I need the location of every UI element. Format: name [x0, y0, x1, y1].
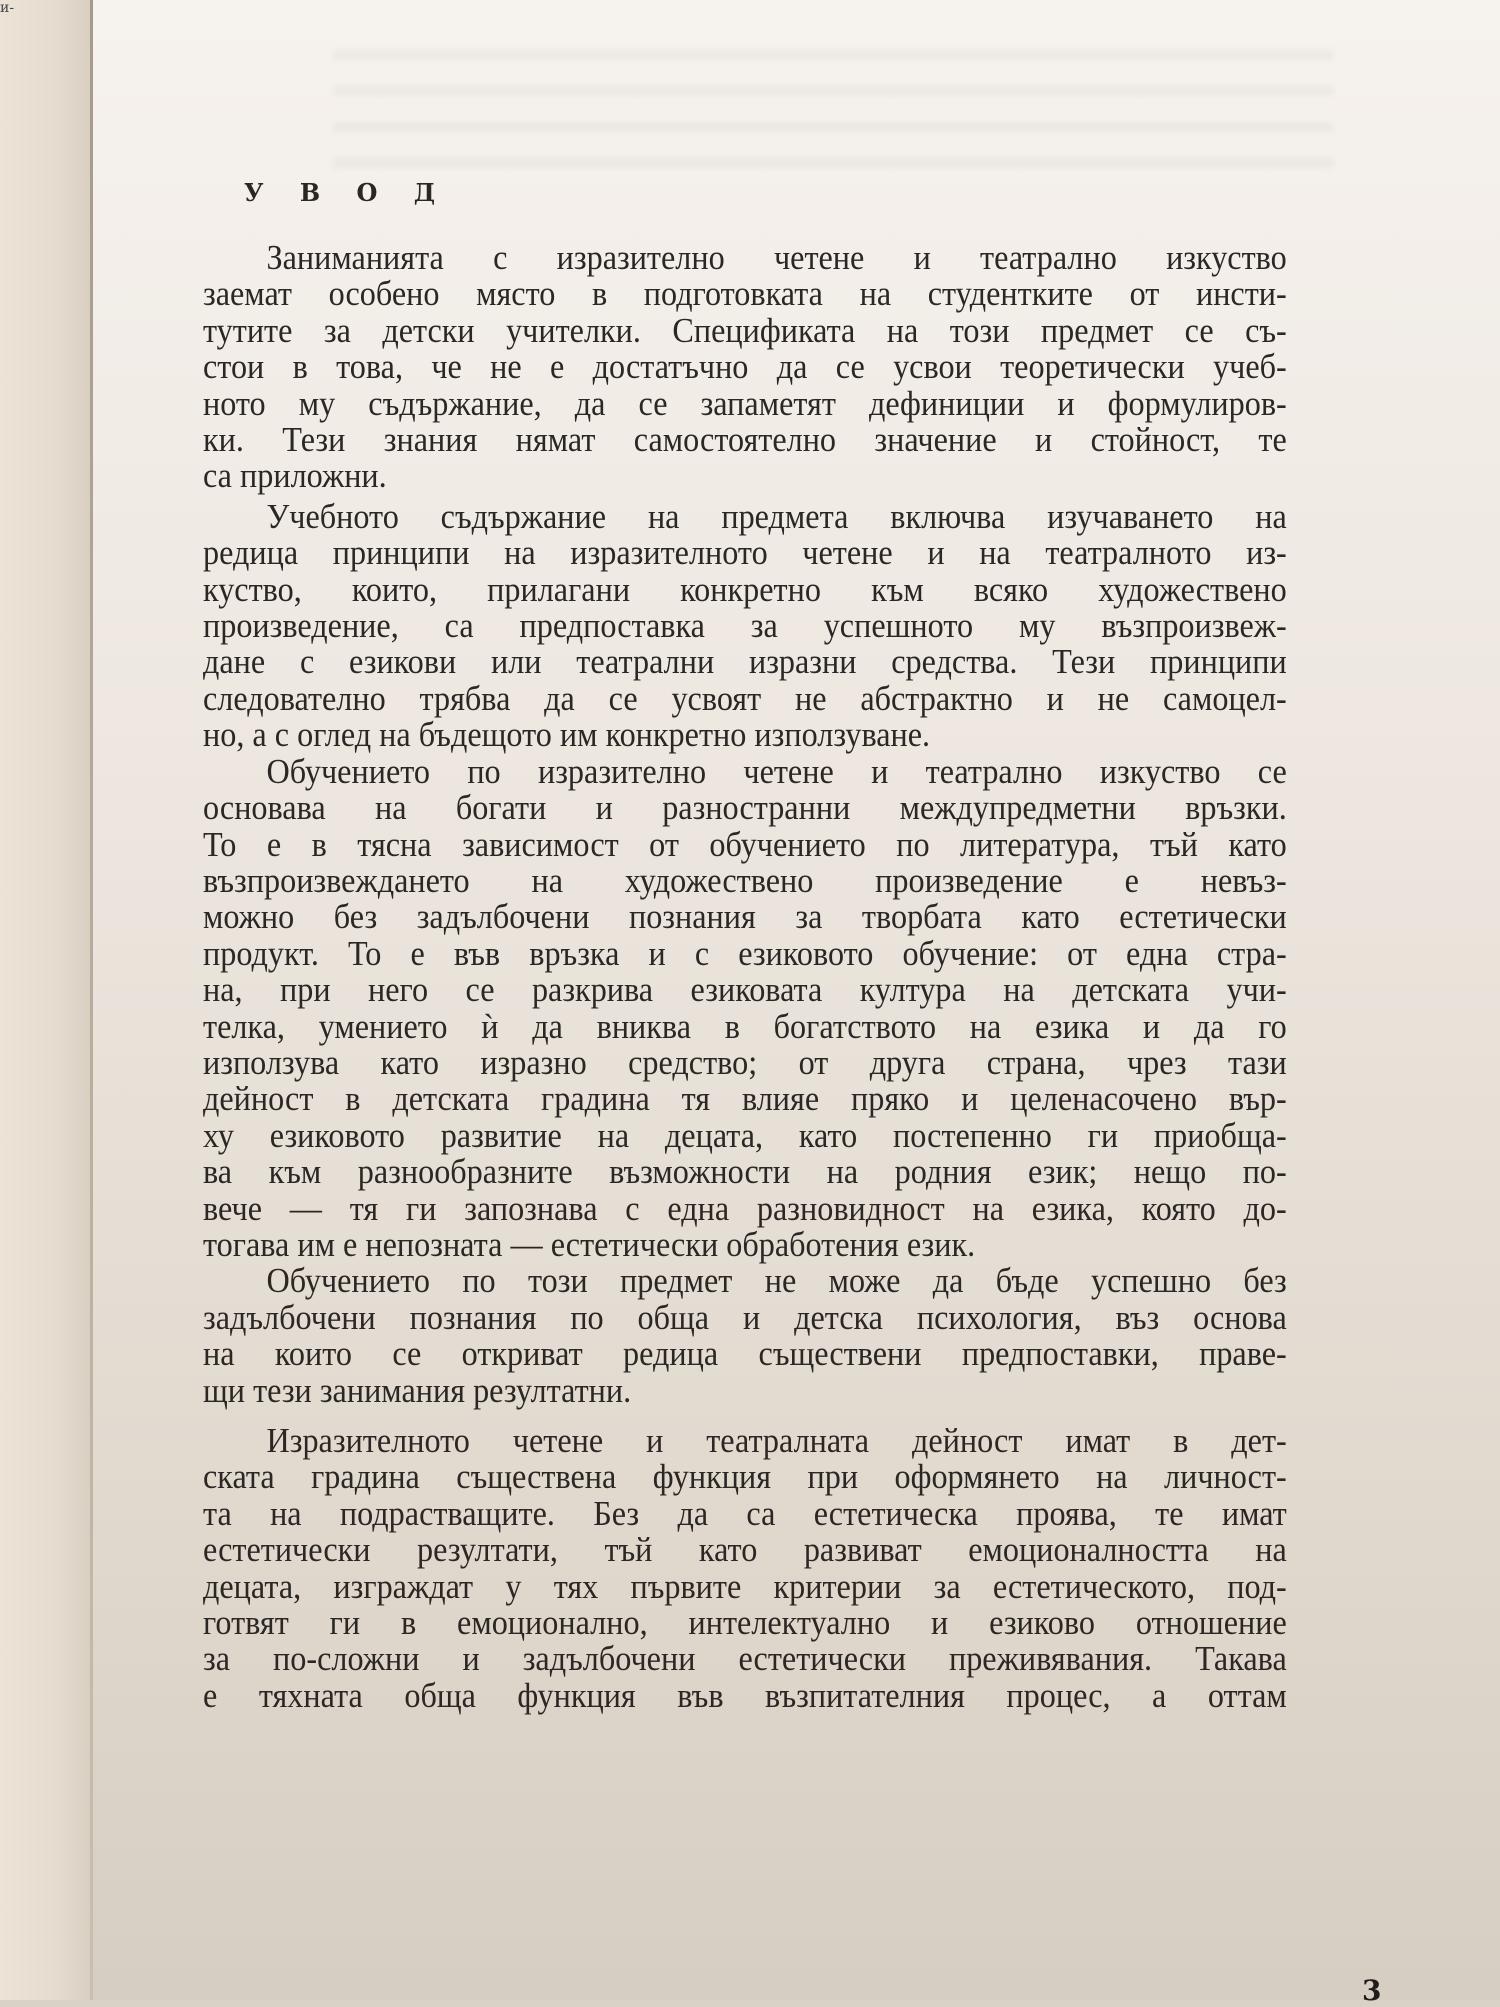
text-line: основава на богати и разностранни междупредметни връзки.: [203, 788, 1287, 828]
chapter-heading: У В О Д: [244, 178, 450, 207]
text-line: дане с езикови или театрални изразни средства. Тези принципи: [203, 642, 1287, 682]
text-line: заемат особено място в подготовката на студентките от инсти-: [203, 274, 1287, 314]
body-text: [203, 240, 1287, 1714]
text-line: стои в това, че не е достатъчно да се усвои теоретически учеб-: [203, 347, 1287, 387]
previous-page-edge: [0, 0, 92, 2000]
text-line: ва към разнообразните възможности на родния език; нещо по-: [203, 1152, 1287, 1192]
bleed-through-text: [333, 50, 1333, 170]
text-line: Изразителното четене и театралната дейност имат в дет-: [266, 1421, 1287, 1460]
text-line: използува като изразно средство; от друга страна, чрез тази: [203, 1042, 1287, 1082]
text-line: куство, които, прилагани конкретно към всяко художествено: [203, 569, 1287, 609]
text-line: за по-сложни и задълбочени естетически преживявания. Такава: [203, 1639, 1287, 1679]
text-line: ската градина съществена функция при оформянето на личност-: [203, 1457, 1287, 1497]
text-line: произведение, са предпоставка за успешното му възпроизвеж-: [203, 606, 1287, 646]
text-line: тутите за детски учителки. Спецификата на този предмет се съ-: [203, 310, 1287, 350]
page-number: 3: [1362, 1974, 1382, 2007]
text-line: на които се откриват редица съществени предпоставки, праве-: [203, 1334, 1287, 1374]
text-line: ху езиковото развитие на децата, като постепенно ги приобща-: [203, 1115, 1287, 1155]
text-line: на, при него се разкрива езиковата култура на детската учи-: [203, 970, 1287, 1010]
text-line: Учебното съдържание на предмета включва изучаването на: [266, 496, 1287, 536]
text-line: дейност в детската градина тя влияе пряко и целенасочено вър-: [203, 1079, 1287, 1119]
previous-page-text-fragment: и-: [0, 0, 15, 16]
text-line: следователно трябва да се усвоят не абстрактно и не самоцел-: [203, 678, 1287, 718]
text-line: продукт. То е във връзка и с езиковото обучение: от една стра-: [203, 933, 1287, 973]
text-line: децата, изграждат у тях първите критерии за естетическото, под-: [203, 1566, 1287, 1606]
text-line: щи тези занимания резултатни.: [203, 1370, 632, 1410]
text-line: тогава им е непозната — естетически обработения език.: [203, 1224, 976, 1264]
text-line: са приложни.: [203, 456, 387, 496]
text-line: та на подрастващите. Без да са естетическа проява, те имат: [203, 1493, 1287, 1533]
text-line: редица принципи на изразителното четене и на театралното из-: [203, 533, 1287, 573]
text-line: задълбочени познания по обща и детска психология, въз основа: [203, 1297, 1287, 1337]
text-line: естетически резултати, тъй като развиват емоционалността на: [203, 1530, 1287, 1570]
text-line: Обучението по изразително четене и театрално изкуство се: [266, 751, 1287, 791]
text-line: готвят ги в емоционално, интелектуално и езиково отношение: [203, 1603, 1287, 1643]
text-line: е тяхната обща функция във възпитателния процес, а оттам: [203, 1675, 1287, 1715]
text-line: телка, умението ѝ да вниква в богатството на езика и да го: [203, 1006, 1287, 1046]
text-line: вече — тя ги запознава с една разновидност на езика, която до-: [203, 1188, 1287, 1228]
paragraph-2: [203, 496, 1287, 755]
paragraph-4: [203, 1263, 1287, 1409]
paragraph-3: [203, 751, 1287, 1264]
text-line: ки. Тези знания нямат самостоятелно значение и стойност, те: [203, 420, 1287, 460]
text-line: ното му съдържание, да се запаметят дефиниции и формулиров-: [203, 383, 1287, 423]
paragraph-5: [203, 1423, 1287, 1714]
text-line: но, а с оглед на бъдещото им конкретно използуване.: [203, 715, 931, 755]
paragraph-1: [203, 240, 1287, 495]
text-line: То е в тясна зависимост от обучението по литература, тъй като: [203, 824, 1287, 864]
text-line: възпроизвеждането на художествено произведение е невъз-: [203, 860, 1287, 900]
text-line: Заниманията с изразително четене и театрално изкуство: [266, 238, 1287, 277]
text-line: можно без задълбочени познания за творбата като естетически: [203, 897, 1287, 937]
text-line: Обучението по този предмет не може да бъде успешно без: [266, 1261, 1287, 1301]
